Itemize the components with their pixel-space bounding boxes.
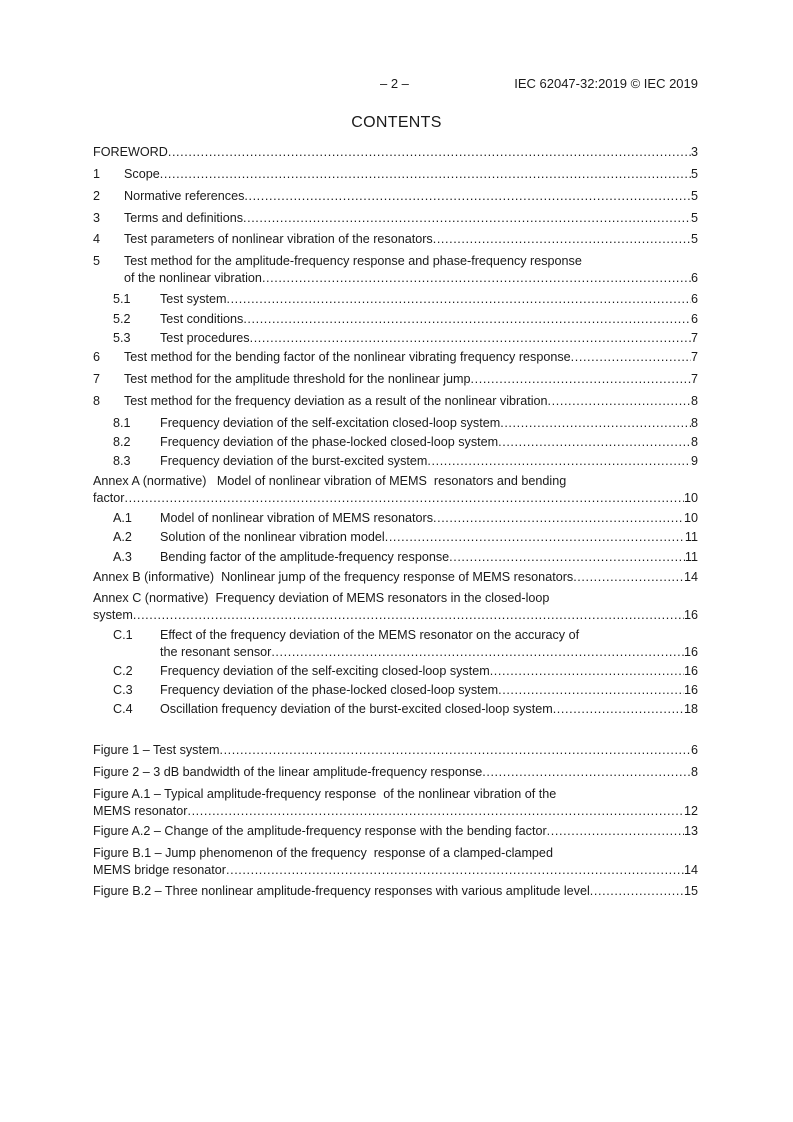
dot-leader (471, 371, 691, 388)
toc-page-number: 5 (690, 211, 698, 225)
toc-entry-title: Annex A (normative) Model of nonlinear vibration of MEMS resonators and bending (93, 474, 567, 488)
toc-entry-title: of the nonlinear vibration (124, 271, 262, 285)
contents-title: CONTENTS (351, 114, 442, 131)
dot-leader (168, 144, 691, 161)
toc-entry[interactable] (93, 682, 698, 699)
toc-page-number: 8 (690, 394, 698, 408)
toc-page-number: 16 (683, 683, 698, 697)
dot-leader (226, 291, 691, 308)
toc-entry[interactable] (93, 663, 698, 680)
toc-entry-title: Bending factor of the amplitude-frequency response (160, 550, 450, 564)
toc-entry-title: Frequency deviation of the self-excitation closed-loop system (160, 416, 501, 430)
dot-leader (490, 663, 684, 680)
toc-entry-title: MEMS resonator (93, 804, 188, 818)
toc-page-number: 8 (690, 435, 698, 449)
toc-entry-title: Scope (124, 167, 160, 181)
toc-entry-title: Test method for the amplitude-frequency response and phase-frequency response (124, 254, 582, 268)
toc-entry-title: Test procedures (160, 331, 250, 345)
toc-entry[interactable] (93, 166, 698, 183)
dot-leader (250, 330, 691, 347)
dot-leader (133, 607, 684, 624)
toc-entry-title: Annex C (normative) Frequency deviation of MEMS resonators in the closed-loop (93, 591, 550, 605)
toc-entry-number: 3 (93, 211, 101, 225)
dot-leader (385, 529, 685, 546)
toc-entry-title: MEMS bridge resonator (93, 863, 226, 877)
dot-leader (187, 803, 684, 820)
dot-leader (498, 434, 691, 451)
toc-entry[interactable] (93, 845, 698, 879)
toc-page-number: 3 (690, 145, 698, 159)
toc-entry-title: Effect of the frequency deviation of the MEMS resonator on the accuracy of (160, 628, 580, 642)
toc-page-number: 15 (683, 884, 698, 898)
dot-leader (500, 415, 691, 432)
toc-entry-title: Terms and definitions (124, 211, 244, 225)
dot-leader (160, 166, 691, 183)
toc-entry-title: Solution of the nonlinear vibration model (160, 530, 385, 544)
toc-entry[interactable] (93, 823, 698, 840)
toc-entry-title: Frequency deviation of the self-exciting closed-loop system (160, 664, 490, 678)
toc-entry-title: Figure B.1 – Jump phenomenon of the frequency response of a clamped-clamped (93, 846, 553, 860)
dot-leader (482, 764, 691, 781)
toc-entry[interactable] (93, 291, 698, 308)
dot-leader (125, 490, 684, 507)
toc-entry[interactable] (93, 529, 698, 546)
toc-entry-number: A.3 (113, 550, 132, 564)
dot-leader (590, 883, 684, 900)
toc-entry-number: A.1 (113, 511, 132, 525)
toc-page-number: 18 (683, 702, 698, 716)
toc-entry[interactable] (93, 330, 698, 347)
toc-page-number: 5 (690, 189, 698, 203)
toc-entry-title: Figure B.2 – Three nonlinear amplitude-frequency responses with various amplitude level (93, 884, 590, 898)
dot-leader (243, 311, 691, 328)
toc-entry-title: Figure A.2 – Change of the amplitude-frequency response with the bending factor (93, 824, 547, 838)
toc-entry-number: C.1 (113, 628, 133, 642)
toc-entry[interactable] (93, 786, 698, 820)
toc-page-number: 10 (683, 511, 698, 525)
dot-leader (573, 569, 684, 586)
dot-leader (226, 862, 684, 879)
dot-leader (498, 682, 684, 699)
toc-entry-title: Frequency deviation of the phase-locked closed-loop system (160, 683, 499, 697)
toc-entry-title: Test conditions (160, 312, 244, 326)
toc-entry[interactable] (93, 349, 698, 366)
dot-leader (433, 231, 691, 248)
toc-entry[interactable] (93, 453, 698, 470)
toc-entry[interactable] (93, 144, 698, 161)
toc-page-number: 6 (690, 271, 698, 285)
dot-leader (427, 453, 691, 470)
toc-entry-title: the resonant sensor (160, 645, 272, 659)
toc-entry-title: Figure A.1 – Typical amplitude-frequency response of the nonlinear vibration of the (93, 787, 557, 801)
toc-entry-title: system (93, 608, 133, 622)
toc-entry-title: Frequency deviation of the burst-excited system (160, 454, 428, 468)
toc-page-number: 14 (683, 570, 698, 584)
toc-page-number: 12 (683, 804, 698, 818)
toc-entry-title: Test method for the amplitude threshold for the nonlinear jump (124, 372, 471, 386)
toc-entry-number: C.3 (113, 683, 133, 697)
toc-entry[interactable] (93, 393, 698, 410)
toc-entry-title: Annex B (informative) Nonlinear jump of the frequency response of MEMS resonators (93, 570, 574, 584)
dot-leader (243, 210, 691, 227)
toc-entry-title: Test parameters of nonlinear vibration of the resonators (124, 232, 433, 246)
toc-entry-number: 4 (93, 232, 101, 246)
dot-leader (548, 393, 691, 410)
toc-entry-title: Figure 1 – Test system (93, 743, 220, 757)
dot-leader (219, 742, 691, 759)
toc-entry-title: Model of nonlinear vibration of MEMS resonators (160, 511, 433, 525)
standard-reference: IEC 62047-32:2019 © IEC 2019 (514, 76, 698, 91)
toc-entry[interactable] (93, 210, 698, 227)
dot-leader (244, 188, 691, 205)
toc-page-number: 6 (690, 743, 698, 757)
toc-page-number: 7 (690, 350, 698, 364)
toc-page-number: 11 (684, 550, 698, 564)
dot-leader (553, 701, 684, 718)
toc-entry[interactable] (93, 510, 698, 527)
toc-page-number: 7 (690, 372, 698, 386)
toc-entry[interactable] (93, 883, 698, 900)
toc-entry-number: 1 (93, 167, 101, 181)
toc-entry[interactable] (93, 569, 698, 586)
toc-entry[interactable] (93, 415, 698, 432)
toc-entry[interactable] (93, 231, 698, 248)
toc-entry-title: Figure 2 – 3 dB bandwidth of the linear amplitude-frequency response (93, 765, 483, 779)
toc-entry-number: 8.3 (113, 454, 131, 468)
toc-entry[interactable] (93, 590, 698, 624)
toc-entry-number: 5 (93, 254, 101, 268)
toc-page-number: 16 (683, 645, 698, 659)
page-number: – 2 – (380, 76, 409, 91)
toc-entry-number: 6 (93, 350, 101, 364)
toc-entry[interactable] (93, 434, 698, 451)
toc-entry-number: 5.3 (113, 331, 131, 345)
toc-entry[interactable] (93, 627, 698, 661)
toc-entry-number: C.2 (113, 664, 133, 678)
toc-page-number: 9 (690, 454, 698, 468)
toc-entry-number: 8.2 (113, 435, 131, 449)
toc-entry-title: Test method for the frequency deviation as a result of the nonlinear vibration (124, 394, 548, 408)
toc-page-number: 16 (683, 664, 698, 678)
toc-entry-title: Test system (160, 292, 227, 306)
toc-entry-number: 8 (93, 394, 101, 408)
toc-page-number: 10 (683, 491, 698, 505)
toc-page-number: 11 (684, 530, 698, 544)
toc-entry[interactable] (93, 188, 698, 205)
toc-entry-number: C.4 (113, 702, 133, 716)
toc-entry-title: Oscillation frequency deviation of the burst-excited closed-loop system (160, 702, 553, 716)
dot-leader (262, 270, 691, 287)
toc-entry[interactable] (93, 311, 698, 328)
toc-entry-number: A.2 (113, 530, 132, 544)
toc-page-number: 8 (690, 416, 698, 430)
toc-entry[interactable] (93, 549, 698, 566)
toc-entry[interactable] (93, 742, 698, 759)
dot-leader (449, 549, 685, 566)
toc-page-number: 16 (683, 608, 698, 622)
toc-entry-title: Normative references (124, 189, 245, 203)
toc-entry-title: Test method for the bending factor of the nonlinear vibrating frequency response (124, 350, 571, 364)
dot-leader (547, 823, 684, 840)
toc-page-number: 5 (690, 167, 698, 181)
dot-leader (433, 510, 684, 527)
toc-entry[interactable] (93, 473, 698, 507)
toc-page-number: 5 (690, 232, 698, 246)
toc-page-number: 13 (683, 824, 698, 838)
toc-page-number: 7 (690, 331, 698, 345)
toc-page-number: 8 (690, 765, 698, 779)
dot-leader (571, 349, 691, 366)
dot-leader (271, 644, 684, 661)
toc-entry[interactable] (93, 253, 698, 287)
toc-entry-number: 5.1 (113, 292, 131, 306)
toc-entry[interactable] (93, 701, 698, 718)
toc-entry-number: 7 (93, 372, 101, 386)
toc-entry-number: 5.2 (113, 312, 131, 326)
toc-entry-title: Frequency deviation of the phase-locked closed-loop system (160, 435, 499, 449)
toc-page-number: 14 (683, 863, 698, 877)
toc-entry-number: 2 (93, 189, 101, 203)
toc-entry[interactable] (93, 371, 698, 388)
toc-page-number: 6 (690, 312, 698, 326)
toc-entry-number: 8.1 (113, 416, 131, 430)
toc-entry[interactable] (93, 764, 698, 781)
toc-entry-title: FOREWORD (93, 145, 168, 159)
toc-entry-title: factor (93, 491, 125, 505)
toc-page-number: 6 (690, 292, 698, 306)
